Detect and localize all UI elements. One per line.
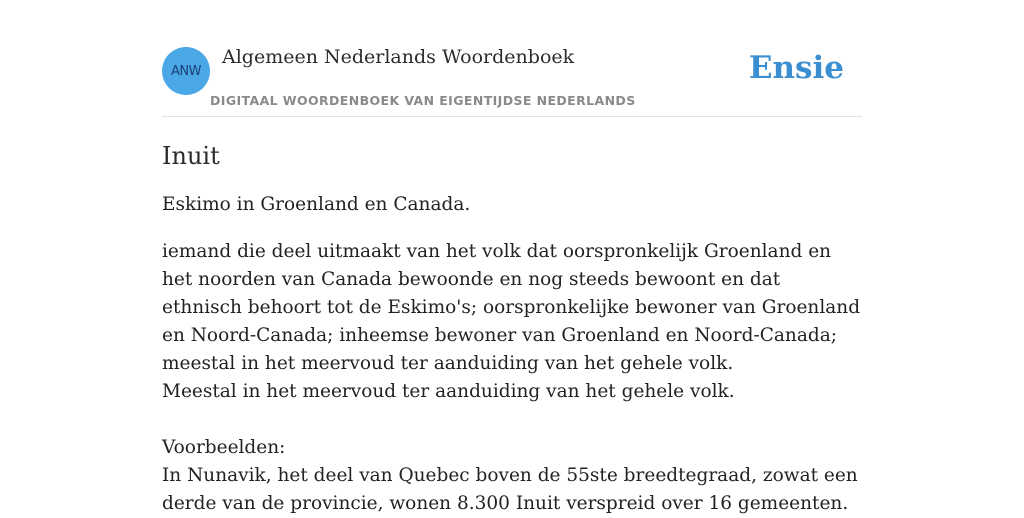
site-header xyxy=(162,0,862,117)
page xyxy=(162,0,862,518)
site-title[interactable]: Algemeen Nederlands Woordenboek xyxy=(222,46,575,68)
long-definition: iemand die deel uitmaakt van het volk dat oorspronkelijk Groenland en het noorden van Canada bewoonde en nog steeds bewoont en dat ethnisch behoort tot de Eskimo's; oorspronkelijke bewoner van Groenland en Noord-Canada; inheemse bewoner van Groenland en Noord-Canada; meestal in het meervoud ter aanduiding van het gehele volk. xyxy=(162,241,861,374)
usage-note: Meestal in het meervoud ter aanduiding van het gehele volk. xyxy=(162,381,735,402)
ensie-brand-link[interactable]: Ensie xyxy=(748,50,844,86)
site-subtitle: DIGITAAL WOORDENBOEK VAN EIGENTIJDSE NEDERLANDS xyxy=(210,93,636,108)
examples-heading: Voorbeelden: xyxy=(162,437,286,458)
examples-section xyxy=(162,434,862,518)
short-definition: Eskimo in Groenland en Canada. xyxy=(162,194,471,215)
entry-title: Inuit xyxy=(162,142,220,170)
anw-logo[interactable]: ANW xyxy=(162,47,210,95)
example-sentence: In Nunavik, het deel van Quebec boven de 55ste breedtegraad, zowat een derde van de provincie, wonen 8.300 Inuit verspreid over 16 gemeenten. xyxy=(162,465,858,514)
